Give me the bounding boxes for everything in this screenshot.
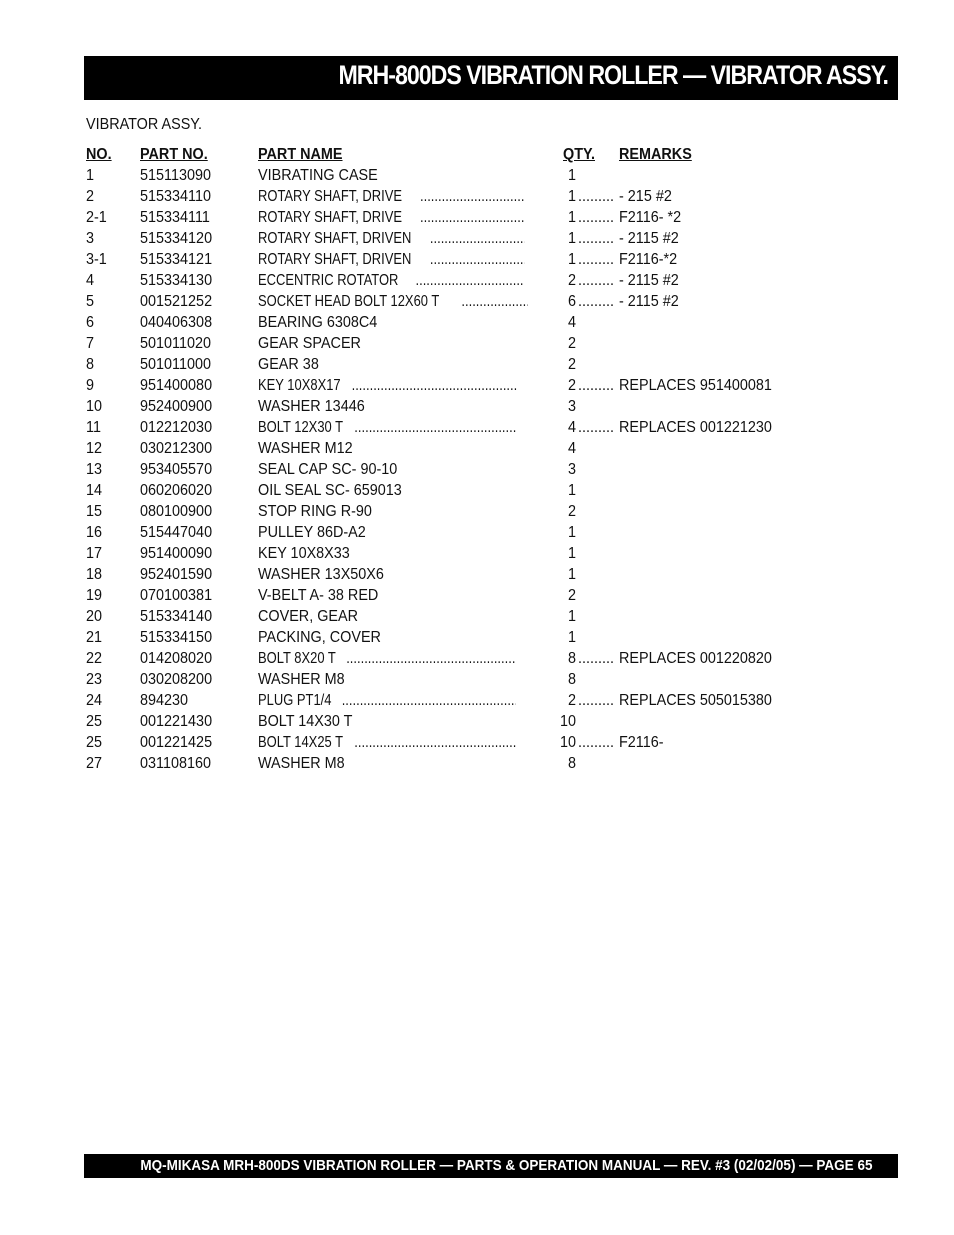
- row-part-no: 515113090: [140, 167, 212, 184]
- row-qty: 8: [568, 671, 577, 688]
- row-part-no: 515334140: [140, 608, 213, 625]
- row-part-name: V-BELT A- 38 RED: [258, 587, 379, 604]
- dot-leader: [420, 186, 524, 207]
- dot-leader: [420, 207, 524, 228]
- row-part-no: 030212300: [140, 440, 213, 457]
- row-part-no: 030208200: [140, 671, 213, 688]
- row-part-name-cell: [258, 270, 537, 291]
- row-part-name: ROTARY SHAFT, DRIVE: [258, 188, 403, 205]
- row-part-no: 080100900: [140, 503, 213, 520]
- row-part-no: 001221425: [140, 734, 213, 751]
- row-no: 25: [86, 734, 103, 751]
- column-header-no: NO.: [86, 146, 112, 163]
- row-no: 10: [86, 398, 103, 415]
- row-part-no: 515334130: [140, 272, 213, 289]
- row-no: 15: [86, 503, 103, 520]
- row-part-name-cell: [258, 207, 537, 228]
- dot-leader: [578, 291, 615, 312]
- row-no: 5: [86, 293, 95, 310]
- table-row: [86, 627, 806, 648]
- row-part-name: ROTARY SHAFT, DRIVE: [258, 209, 403, 226]
- row-qty: 1: [568, 524, 577, 541]
- dot-leader: [416, 270, 523, 291]
- row-part-name: SEAL CAP SC- 90-10: [258, 461, 398, 478]
- page-title-bar: [84, 56, 898, 100]
- row-no: 2: [86, 188, 95, 205]
- table-row: [86, 669, 806, 690]
- row-remarks: - 215 #2: [619, 188, 672, 205]
- row-part-name: STOP RING R-90: [258, 503, 372, 520]
- row-no: 27: [86, 755, 103, 772]
- row-part-no: 001221430: [140, 713, 213, 730]
- row-qty: 1: [568, 482, 577, 499]
- row-part-name-cell: [258, 417, 537, 438]
- dot-leader: [578, 186, 615, 207]
- row-part-name: BEARING 6308C4: [258, 314, 378, 331]
- column-header-part-no: PART NO.: [140, 146, 208, 163]
- row-part-name: PACKING, COVER: [258, 629, 381, 646]
- dot-leader: [578, 690, 615, 711]
- row-part-no: 515334120: [140, 230, 213, 247]
- row-part-name-cell: [258, 291, 537, 312]
- table-row: [86, 249, 806, 270]
- row-qty: 6: [568, 293, 577, 310]
- row-no: 16: [86, 524, 103, 541]
- row-part-name: ROTARY SHAFT, DRIVEN: [258, 230, 412, 247]
- row-qty: 1: [568, 629, 577, 646]
- table-row: [86, 564, 806, 585]
- row-part-name: OIL SEAL SC- 659013: [258, 482, 402, 499]
- row-part-name: BOLT 12X30 T: [258, 419, 344, 436]
- row-qty: 2: [568, 503, 577, 520]
- row-qty: 4: [568, 314, 577, 331]
- row-remarks: F2116-*2: [619, 251, 678, 268]
- column-header-qty: QTY.: [563, 146, 596, 163]
- table-row: [86, 606, 806, 627]
- row-part-name: KEY 10X8X33: [258, 545, 350, 562]
- row-part-name: ROTARY SHAFT, DRIVEN: [258, 251, 412, 268]
- row-no: 19: [86, 587, 103, 604]
- row-part-no: 014208020: [140, 650, 213, 667]
- row-qty: 2: [568, 272, 577, 289]
- row-part-name: WASHER 13446: [258, 398, 365, 415]
- row-part-no: 060206020: [140, 482, 213, 499]
- table-row: [86, 501, 806, 522]
- row-part-name-cell: [258, 375, 537, 396]
- dot-leader: [578, 417, 615, 438]
- dot-leader: [578, 228, 615, 249]
- row-qty: 1: [568, 188, 577, 205]
- column-header-part-name: PART NAME: [258, 146, 343, 163]
- row-no: 2-1: [86, 209, 107, 226]
- row-no: 20: [86, 608, 103, 625]
- row-part-no: 515334110: [140, 188, 212, 205]
- row-no: 11: [86, 419, 101, 436]
- row-qty: 2: [568, 587, 577, 604]
- row-qty: 10: [560, 734, 577, 751]
- row-part-name: VIBRATING CASE: [258, 167, 378, 184]
- table-row: [86, 354, 806, 375]
- row-no: 23: [86, 671, 103, 688]
- footer-text: MQ-MIKASA MRH-800DS VIBRATION ROLLER — PARTS & OPERATION MANUAL — REV. #3 (02/02/05) — PAGE 65: [139, 1157, 872, 1174]
- row-part-name-cell: [258, 648, 537, 669]
- table-row: [86, 753, 806, 774]
- parts-table: [86, 144, 806, 774]
- row-part-name: GEAR SPACER: [258, 335, 361, 352]
- row-qty: 1: [568, 608, 577, 625]
- footer-bar: [84, 1154, 898, 1178]
- row-part-name-cell: [258, 186, 537, 207]
- row-part-name: KEY 10X8X17: [258, 377, 341, 394]
- row-part-no: 070100381: [140, 587, 213, 604]
- row-no: 18: [86, 566, 103, 583]
- table-row: [86, 648, 806, 669]
- table-row: [86, 270, 806, 291]
- row-remarks: F2116- *2: [619, 209, 682, 226]
- row-part-name-cell: [258, 249, 537, 270]
- table-row: [86, 333, 806, 354]
- row-part-name: COVER, GEAR: [258, 608, 359, 625]
- row-part-no: 951400080: [140, 377, 213, 394]
- table-header-row: [86, 144, 806, 165]
- dot-leader: [346, 648, 516, 669]
- table-row: [86, 690, 806, 711]
- dot-leader: [352, 375, 517, 396]
- row-qty: 4: [568, 440, 577, 457]
- table-row: [86, 396, 806, 417]
- row-no: 24: [86, 692, 103, 709]
- row-part-name: WASHER M8: [258, 671, 345, 688]
- table-row: [86, 375, 806, 396]
- row-qty: 4: [568, 419, 577, 436]
- row-no: 13: [86, 461, 103, 478]
- dot-leader: [354, 417, 517, 438]
- row-part-no: 515334121: [140, 251, 213, 268]
- row-part-no: 515334111: [140, 209, 210, 226]
- row-remarks: - 2115 #2: [619, 272, 679, 289]
- row-qty: 1: [568, 251, 577, 268]
- row-qty: 1: [568, 566, 577, 583]
- row-remarks: REPLACES 001221230: [619, 419, 772, 436]
- dot-leader: [430, 249, 524, 270]
- row-part-no: 515334150: [140, 629, 213, 646]
- row-part-name: BOLT 14X25 T: [258, 734, 344, 751]
- row-qty: 1: [568, 209, 577, 226]
- table-row: [86, 480, 806, 501]
- row-qty: 3: [568, 461, 577, 478]
- row-no: 3-1: [86, 251, 107, 268]
- table-row: [86, 207, 806, 228]
- table-row: [86, 522, 806, 543]
- row-qty: 1: [568, 167, 577, 184]
- column-header-remarks: REMARKS: [619, 146, 692, 163]
- row-part-name: WASHER M12: [258, 440, 353, 457]
- row-qty: 2: [568, 377, 577, 394]
- row-remarks: - 2115 #2: [619, 230, 679, 247]
- row-qty: 1: [568, 230, 577, 247]
- row-qty: 1: [568, 545, 577, 562]
- dot-leader: [578, 732, 615, 753]
- row-part-name: SOCKET HEAD BOLT 12X60 T: [258, 293, 440, 310]
- row-no: 9: [86, 377, 95, 394]
- dot-leader: [354, 732, 517, 753]
- page-title: MRH-800DS VIBRATION ROLLER — VIBRATOR ASSY.: [338, 60, 888, 90]
- row-part-name: PLUG PT1/4: [258, 692, 332, 709]
- row-no: 3: [86, 230, 95, 247]
- row-no: 4: [86, 272, 95, 289]
- row-remarks: - 2115 #2: [619, 293, 679, 310]
- row-part-name-cell: [258, 732, 537, 753]
- row-qty: 8: [568, 650, 577, 667]
- row-no: 21: [86, 629, 103, 646]
- row-part-no: 952401590: [140, 566, 213, 583]
- row-qty: 2: [568, 356, 577, 373]
- table-row: [86, 186, 806, 207]
- table-row: [86, 585, 806, 606]
- table-row: [86, 459, 806, 480]
- row-part-name: GEAR 38: [258, 356, 319, 373]
- table-body: [86, 165, 806, 774]
- row-no: 6: [86, 314, 95, 331]
- row-part-name: ECCENTRIC ROTATOR: [258, 272, 399, 289]
- row-part-no: 501011000: [140, 356, 212, 373]
- row-part-no: 951400090: [140, 545, 213, 562]
- row-part-no: 012212030: [140, 419, 213, 436]
- row-no: 14: [86, 482, 103, 499]
- table-row: [86, 711, 806, 732]
- row-no: 22: [86, 650, 103, 667]
- row-remarks: REPLACES 951400081: [619, 377, 772, 394]
- row-part-no: 031108160: [140, 755, 212, 772]
- row-qty: 10: [560, 713, 577, 730]
- row-qty: 8: [568, 755, 577, 772]
- row-part-name-cell: [258, 690, 537, 711]
- row-no: 7: [86, 335, 95, 352]
- row-part-name: WASHER M8: [258, 755, 345, 772]
- dot-leader: [578, 375, 615, 396]
- row-part-name: BOLT 14X30 T: [258, 713, 353, 730]
- row-part-name-cell: [258, 228, 537, 249]
- row-part-no: 953405570: [140, 461, 213, 478]
- row-remarks: F2116-: [619, 734, 664, 751]
- row-part-no: 952400900: [140, 398, 213, 415]
- row-no: 1: [86, 167, 95, 184]
- dot-leader: [430, 228, 524, 249]
- row-part-no: 501011020: [140, 335, 212, 352]
- row-no: 12: [86, 440, 103, 457]
- table-row: [86, 312, 806, 333]
- row-remarks: REPLACES 505015380: [619, 692, 772, 709]
- dot-leader: [341, 690, 515, 711]
- dot-leader: [578, 249, 615, 270]
- row-no: 25: [86, 713, 103, 730]
- table-row: [86, 543, 806, 564]
- row-part-name: PULLEY 86D-A2: [258, 524, 366, 541]
- row-part-name: WASHER 13X50X6: [258, 566, 384, 583]
- dot-leader: [578, 207, 615, 228]
- section-label: VIBRATOR ASSY.: [86, 116, 203, 133]
- row-qty: 2: [568, 335, 577, 352]
- table-row: [86, 228, 806, 249]
- row-part-no: 001521252: [140, 293, 213, 310]
- dot-leader: [578, 270, 615, 291]
- row-qty: 2: [568, 692, 577, 709]
- table-row: [86, 291, 806, 312]
- row-part-name: BOLT 8X20 T: [258, 650, 336, 667]
- dot-leader: [578, 648, 615, 669]
- table-row: [86, 438, 806, 459]
- row-no: 8: [86, 356, 95, 373]
- table-row: [86, 165, 806, 186]
- row-part-no: 515447040: [140, 524, 213, 541]
- dot-leader: [461, 291, 528, 312]
- row-part-no: 894230: [140, 692, 189, 709]
- table-row: [86, 732, 806, 753]
- table-row: [86, 417, 806, 438]
- row-no: 17: [86, 545, 103, 562]
- row-remarks: REPLACES 001220820: [619, 650, 772, 667]
- row-qty: 3: [568, 398, 577, 415]
- row-part-no: 040406308: [140, 314, 213, 331]
